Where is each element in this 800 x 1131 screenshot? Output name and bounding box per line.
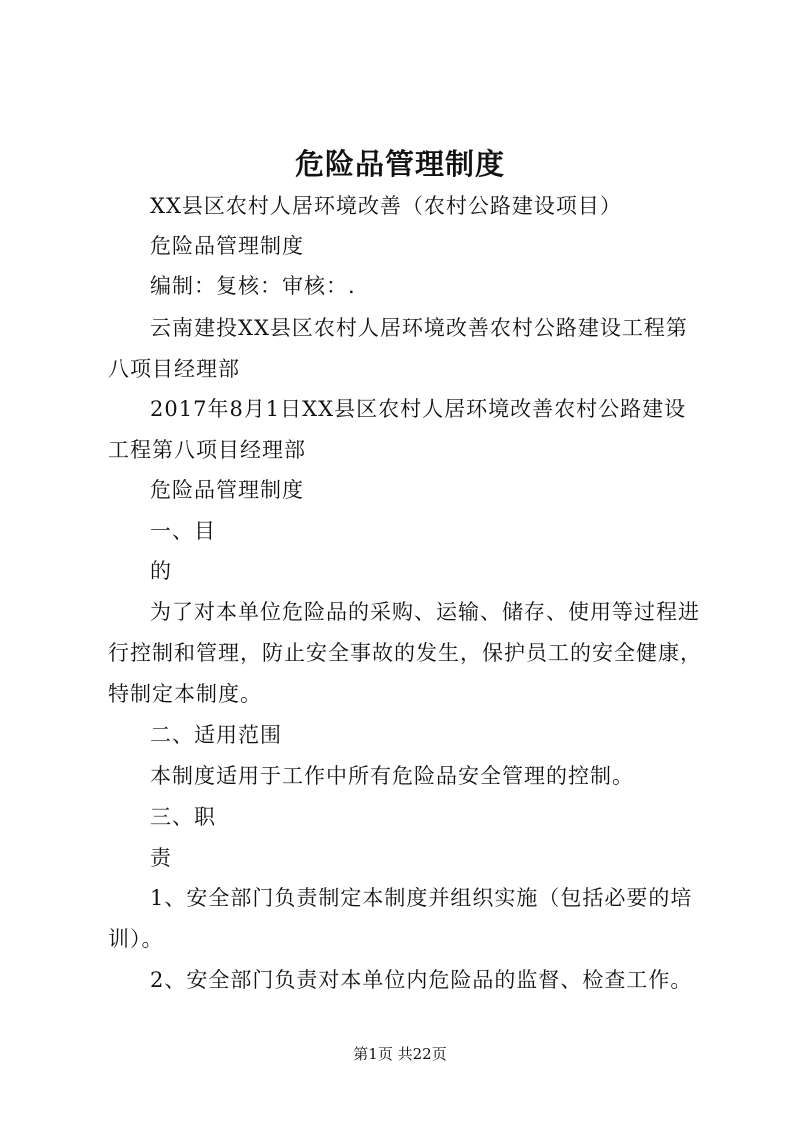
purpose-text: 为了对本单位危险品的采购、运输、储存、使用等过程进行控制和管理，防止安全事故的发生，保护员工的安全健康，特制定本制度。 xyxy=(108,600,702,706)
heading-duty-part2: 责 xyxy=(150,846,172,870)
date-organization: 2017年8月1日XX县区农村人居环境改善农村公路建设工程第八项目经理部 xyxy=(108,397,687,462)
scope-text: 本制度适用于工作中所有危险品安全管理的控制。 xyxy=(150,764,634,788)
project-name: XX县区农村人居环境改善（农村公路建设项目） xyxy=(150,194,622,218)
document-title: 危险品管理制度 xyxy=(294,147,505,181)
heading-duty-part1: 三、职 xyxy=(150,805,216,829)
review-line: 编制：复核：审核：. xyxy=(150,274,356,298)
duty-item-1: 1、安全部门负责制定本制度并组织实施（包括必要的培训）。 xyxy=(108,886,693,951)
section-heading: 危险品管理制度 xyxy=(150,478,304,502)
subtitle: 危险品管理制度 xyxy=(150,234,304,258)
page-footer: 第1页 共22页 xyxy=(353,1045,447,1063)
heading-purpose-part2: 的 xyxy=(150,559,172,583)
organization: 云南建投XX县区农村人居环境改善农村公路建设工程第八项目经理部 xyxy=(108,316,688,381)
duty-item-2: 2、安全部门负责对本单位内危险品的监督、检查工作。 xyxy=(150,968,693,992)
heading-purpose-part1: 一、目 xyxy=(150,519,216,543)
heading-scope: 二、适用范围 xyxy=(150,723,282,747)
